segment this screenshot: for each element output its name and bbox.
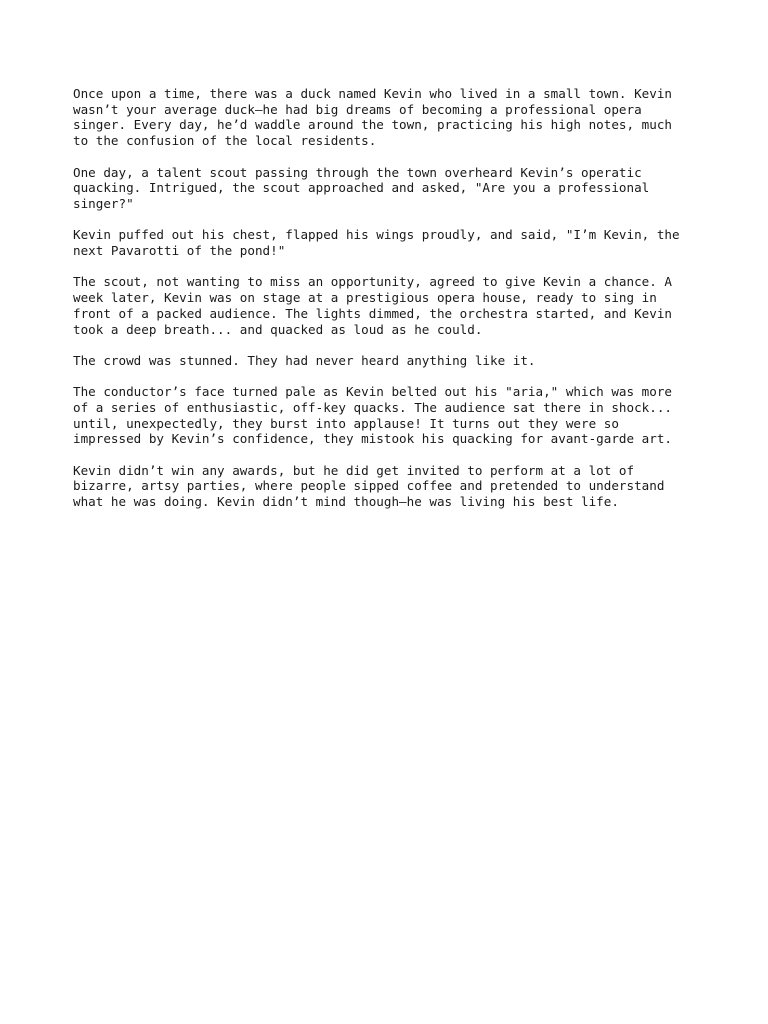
paragraph-4: The scout, not wanting to miss an opportunity, agreed to give Kevin a chance. A week later, Kevin was on stage at a prestigious opera house, ready to sing in front of a packed audience. The lights dimmed, the orchestra started, and Kevin took a deep breath... and quacked as loud as he could. <box>73 274 672 337</box>
paragraph-7: Kevin didn’t win any awards, but he did get invited to perform at a lot of bizarre, artsy parties, where people sipped coffee and pretended to understand what he was doing. Kevin didn’t mind though—he was living his best life. <box>73 462 665 510</box>
paragraph-5: The crowd was stunned. They had never heard anything like it. <box>73 352 536 368</box>
paragraph-1: Once upon a time, there was a duck named Kevin who lived in a small town. Kevin wasn’t your average duck—he had big dreams of becoming a professional opera singer. Every day, he’d waddle around the town, practicing his high notes, much to the confusion of the local residents. <box>73 86 672 149</box>
paragraph-3: Kevin puffed out his chest, flapped his wings proudly, and said, "I’m Kevin, the next Pavarotti of the pond!" <box>73 227 680 258</box>
paragraph-6: The conductor’s face turned pale as Kevin belted out his "aria," which was more of a series of enthusiastic, off-key quacks. The audience sat there in shock... until, unexpectedly, they burst into applause! It turns out they were so impressed by Kevin’s confidence, they mistook his quacking for avant-garde art. <box>73 384 672 447</box>
paragraph-2: One day, a talent scout passing through the town overheard Kevin’s operatic quacking. Intrigued, the scout approached and asked, "Are you a professional singer?" <box>73 164 650 211</box>
